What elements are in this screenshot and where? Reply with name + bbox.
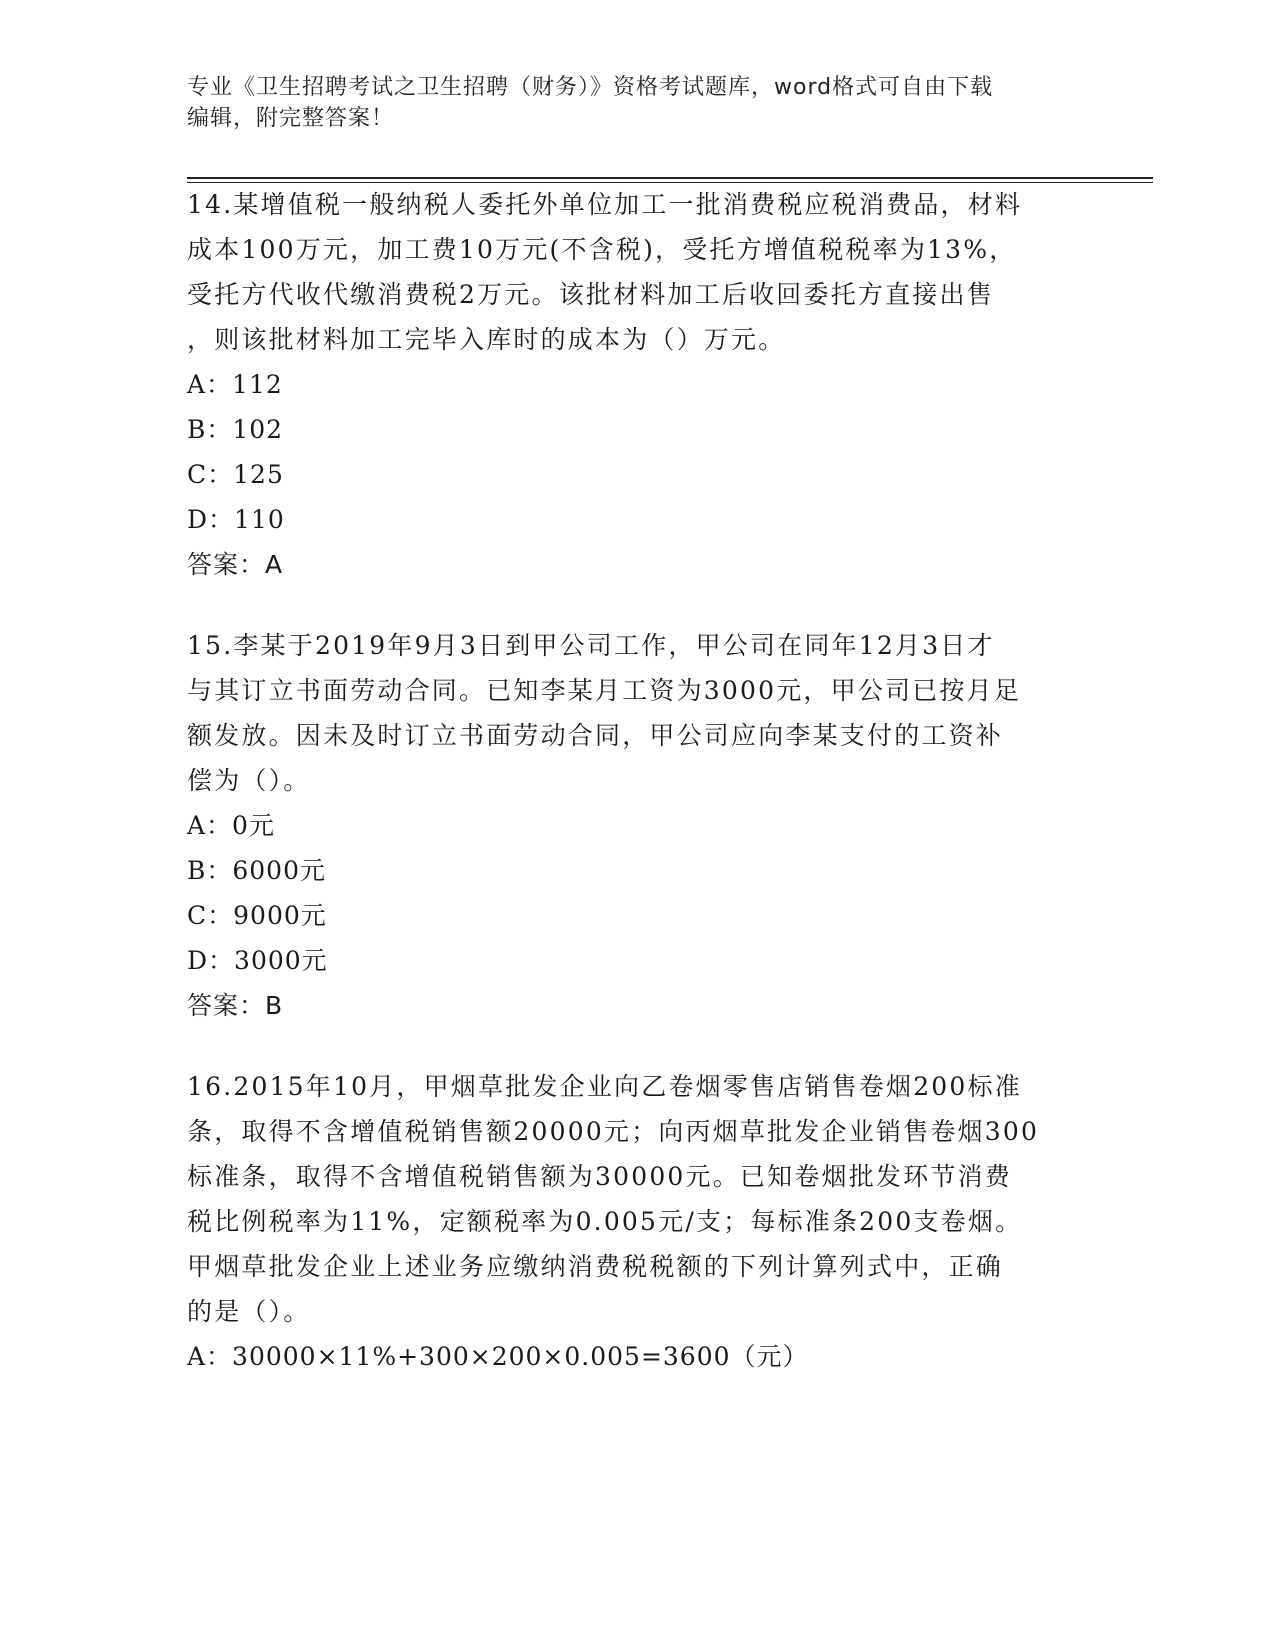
option-c: C：125 (187, 460, 284, 489)
option-d: D：110 (187, 505, 285, 534)
question-stem-line: 标准条，取得不含增值税销售额为30000元。已知卷烟批发环节消费 (187, 1162, 1012, 1191)
question-stem-line: 成本100万元，加工费10万元(不含税)，受托方增值税税率为13%， (187, 235, 1017, 264)
option-b: B：6000元 (187, 856, 326, 885)
question-stem-line: 条，取得不含增值税销售额20000元；向丙烟草批发企业销售卷烟300 (187, 1117, 1040, 1146)
header-divider-thick (187, 177, 1153, 179)
question-stem-line: ，则该批材料加工完毕入库时的成本为（）万元。 (187, 325, 786, 354)
document-header (187, 72, 1087, 134)
question-stem-line: 14.某增值税一般纳税人委托外单位加工一批消费税应税消费品，材料 (187, 190, 1023, 219)
question-stem-line: 税比例税率为11%，定额税率为0.005元/支；每标准条200支卷烟。 (187, 1207, 1023, 1236)
answer-line: 答案：A (187, 550, 284, 579)
header-line-1: 专业《卫生招聘考试之卫生招聘（财务）》资格考试题库，word格式可自由下载 (187, 75, 994, 100)
answer-line: 答案：B (187, 991, 284, 1020)
option-c: C：9000元 (187, 901, 327, 930)
question-stem-line: 16.2015年10月，甲烟草批发企业向乙卷烟零售店销售卷烟200标准 (187, 1072, 1022, 1101)
question-16 (187, 1064, 1087, 1379)
question-stem-line: 的是（）。 (187, 1297, 311, 1326)
option-b: B：102 (187, 415, 284, 444)
question-14 (187, 182, 1087, 587)
option-a: A：30000×11%+300×200×0.005=3600（元） (187, 1342, 809, 1371)
question-stem-line: 额发放。因未及时订立书面劳动合同，甲公司应向李某支付的工资补 (187, 721, 1004, 750)
option-a: A：0元 (187, 811, 275, 840)
question-stem-line: 受托方代收代缴消费税2万元。该批材料加工后收回委托方直接出售 (187, 280, 994, 309)
question-stem-line: 与其订立书面劳动合同。已知李某月工资为3000元，甲公司已按月足 (187, 676, 1022, 705)
option-d: D：3000元 (187, 946, 328, 975)
question-15 (187, 623, 1087, 1028)
option-a: A：112 (187, 370, 283, 399)
header-line-2: 编辑，附完整答案！ (187, 106, 395, 131)
question-stem-line: 偿为（）。 (187, 766, 311, 795)
question-stem-line: 15.李某于2019年9月3日到甲公司工作，甲公司在同年12月3日才 (187, 631, 995, 660)
question-stem-line: 甲烟草批发企业上述业务应缴纳消费税税额的下列计算列式中，正确 (187, 1252, 1004, 1281)
